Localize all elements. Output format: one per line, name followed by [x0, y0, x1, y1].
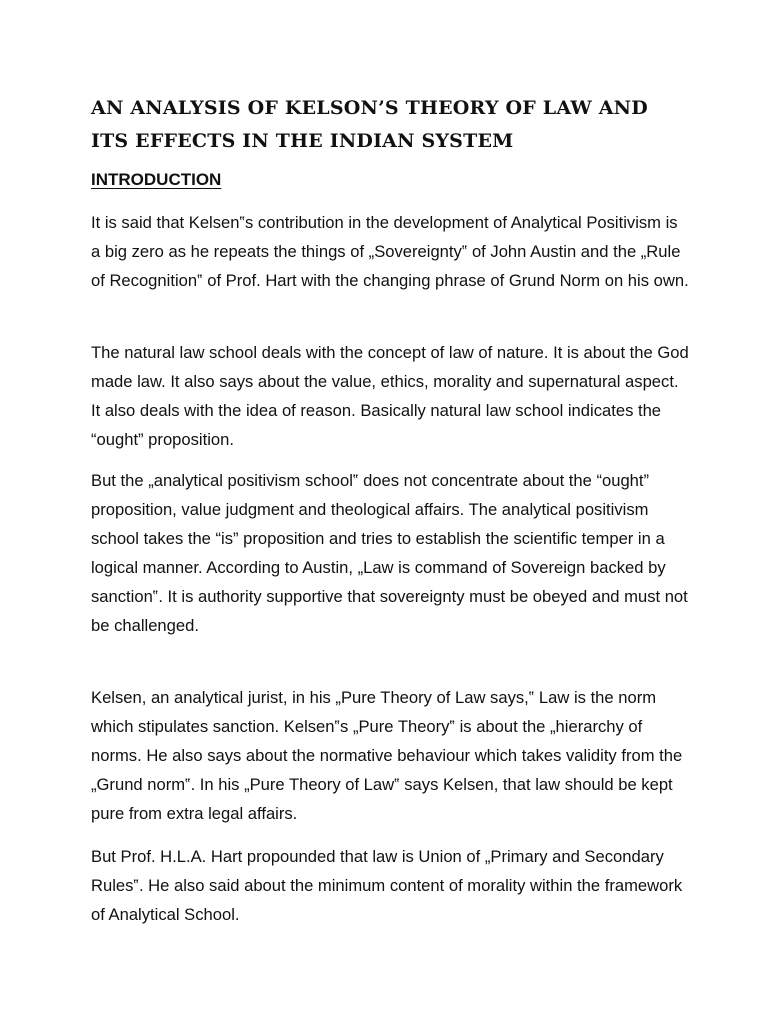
document-title: AN ANALYSIS OF KELSON’S THEORY OF LAW AND ITS EFFECTS IN THE INDIAN SYSTEM [91, 97, 648, 152]
paragraph-2: The natural law school deals with the concept of law of nature. It is about the God made law. It also says about the value, ethics, morality and supernatural aspect. It also deals with the idea of reason. Basically natural law school indicates the “ought” proposition. [91, 343, 689, 449]
paragraph-5: But Prof. H.L.A. Hart propounded that law is Union of „Primary and Secondary Rules‟. He also said about the minimum content of morality within the framework of Analytical School. [91, 847, 683, 924]
paragraph-3: But the „analytical positivism school‟ does not concentrate about the “ought” proposition, value judgment and theological affairs. The analytical positivism school takes the “is” proposition and tries to establish the scientific temper in a logical manner. According to Austin, „Law is command of Sovereign backed by sanction‟. It is authority supportive that sovereignty must be obeyed and must not be challenged. [91, 471, 688, 635]
paragraph-4: Kelsen, an analytical jurist, in his „Pure Theory of Law says,‟ Law is the norm which stipulates sanction. Kelsen‟s „Pure Theory‟ is about the „hierarchy of norms. He also says about the normative behaviour which takes validity from the „Grund norm‟. In his „Pure Theory of Law‟ says Kelsen, that law should be kept pure from extra legal affairs. [91, 688, 683, 823]
paragraph-1: It is said that Kelsen‟s contribution in the development of Analytical Positivism is a big zero as he repeats the things of „Sovereignty‟ of John Austin and the „Rule of Recognition‟ of Prof. Hart with the changing phrase of Grund Norm on his own. [91, 213, 689, 290]
section-heading-introduction: INTRODUCTION [91, 170, 222, 189]
